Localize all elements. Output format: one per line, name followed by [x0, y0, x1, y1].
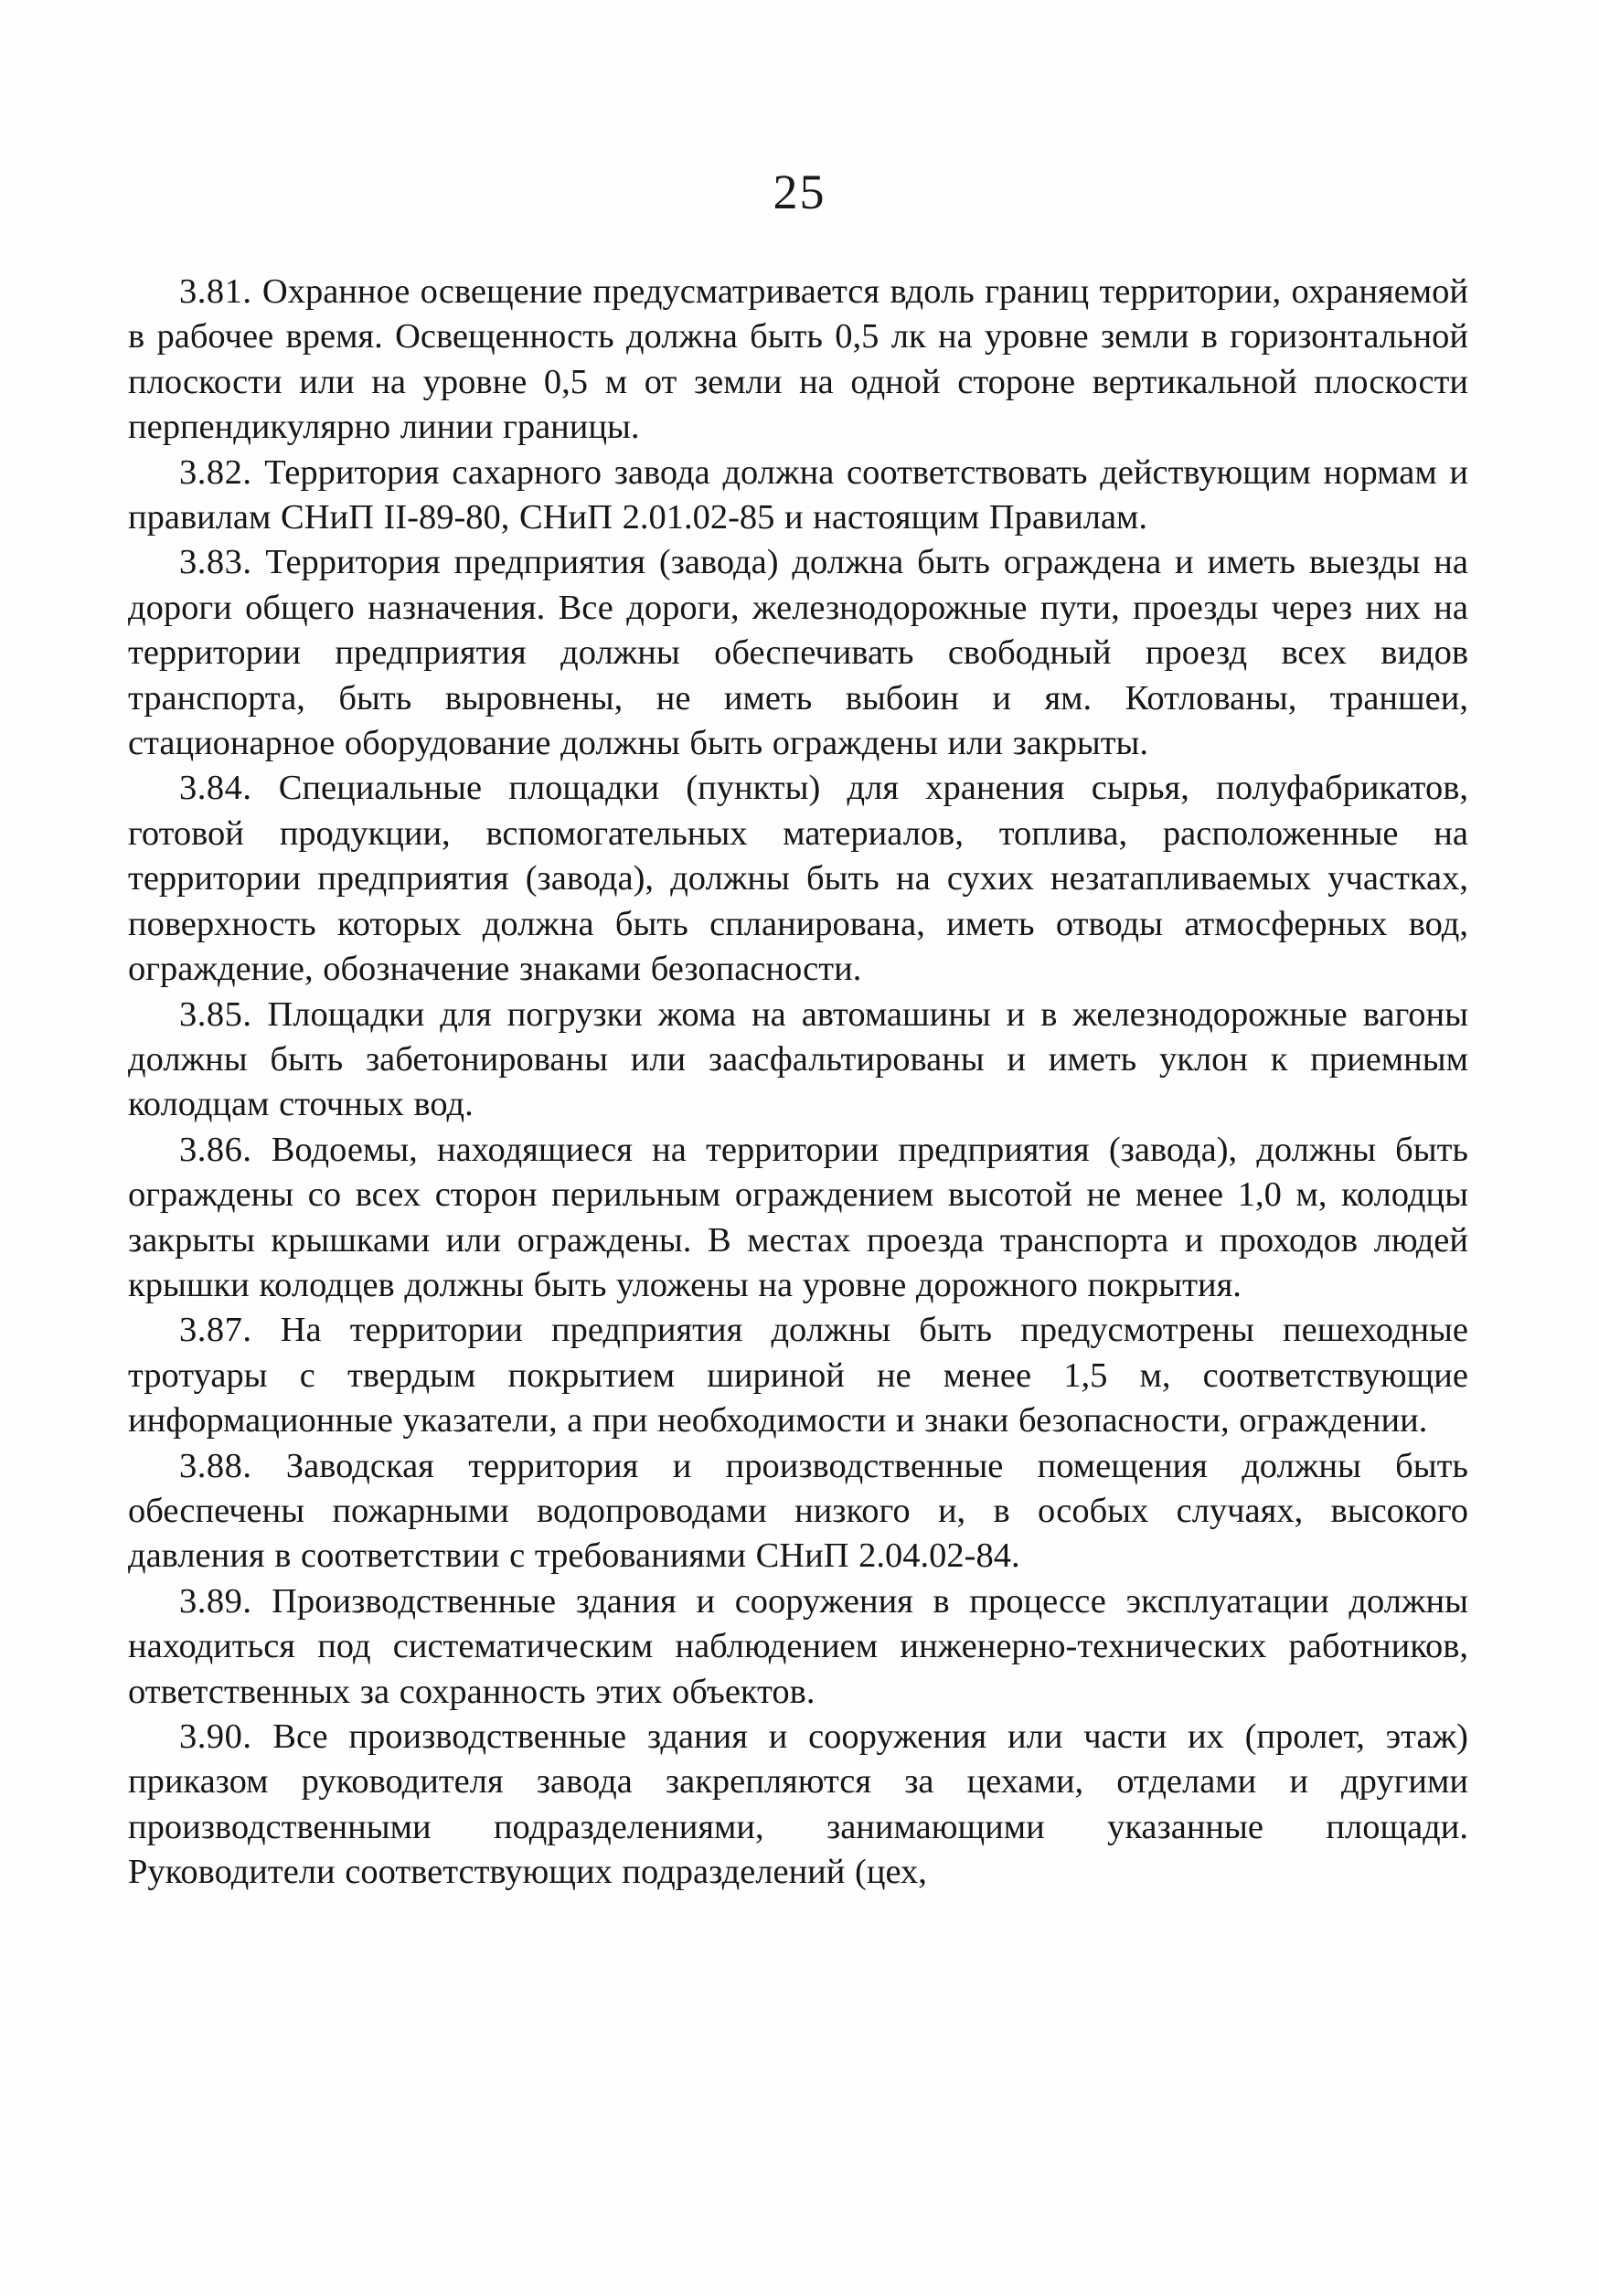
paragraph-3-88: [128, 1444, 1468, 1579]
paragraph-text: Охранное освещение предусматривается вдоль границ территории, охраняемой в рабочее время. Освещенность должна быть 0,5 лк на уровне земли в горизонтальной плоскости или на уровне 0,5 м от земли на одной стороне вертикальной плоскости перпендикулярно линии границы.: [128, 272, 1469, 447]
paragraph-3-84: [128, 766, 1468, 992]
paragraph-text: Водоемы, находящиеся на территории предприятия (завода), должны быть ограждены со всех сторон перильным ограждением высотой не менее 1,0 м, колодцы закрыты крышками или ограждены. В местах проезда транспорта и проходов людей крышки колодцев должны быть уложены на уровне дорожного покрытия.: [128, 1130, 1468, 1304]
paragraph-number: 3.81.: [179, 272, 252, 311]
paragraph-number: 3.82.: [179, 452, 252, 492]
paragraph-text: Заводская территория и производственные помещения должны быть обеспечены пожарными водопроводами низкого и, в особых случаях, высокого давления в соответствии с требованиями СНиП 2.04.02-84.: [128, 1446, 1468, 1576]
document-body: [128, 270, 1468, 1896]
paragraph-number: 3.88.: [179, 1446, 252, 1485]
paragraph-text: Производственные здания и сооружения в процессе эксплуатации должны находиться под систематическим наблюдением инженерно-технических работников, ответственных за сохранность этих объектов.: [128, 1581, 1468, 1711]
paragraph-3-85: [128, 993, 1468, 1128]
paragraph-3-82: [128, 451, 1468, 541]
paragraph-3-89: [128, 1579, 1468, 1715]
paragraph-text: На территории предприятия должны быть предусмотрены пешеходные тротуары с твердым покрытием шириной не менее 1,5 м, соответствующие информационные указатели, а при необходимости и знаки безопасности, ограждении.: [128, 1311, 1469, 1440]
paragraph-text: Территория предприятия (завода) должна быть ограждена и иметь выезды на дороги общего назначения. Все дороги, железнодорожные пути, проезды через них на территории предприятия должны обеспечивать свободный проезд всех видов транспорта, быть выровнены, не иметь выбоин и ям. Котлованы, траншеи, стационарное оборудование должны быть ограждены или закрыты.: [128, 543, 1469, 763]
paragraph-number: 3.84.: [179, 769, 252, 808]
paragraph-text: Площадки для погрузки жома на автомашины и в железнодорожные вагоны должны быть забетонированы или заасфальтированы и иметь уклон к приемным колодцам сточных вод.: [128, 994, 1469, 1124]
paragraph-3-81: [128, 270, 1468, 451]
paragraph-number: 3.83.: [179, 543, 252, 582]
paragraph-number: 3.86.: [179, 1130, 252, 1169]
paragraph-number: 3.90.: [179, 1717, 252, 1756]
paragraph-number: 3.89.: [179, 1581, 252, 1621]
paragraph-text: Все производственные здания и сооружения или части их (пролет, этаж) приказом руководителя завода закрепляются за цехами, отделами и другими производственными подразделениями, занимающими указанные площади. Руководители соответствующих подразделений (цех,: [128, 1717, 1468, 1892]
page-number: 25: [773, 165, 826, 219]
paragraph-3-83: [128, 540, 1468, 766]
paragraph-number: 3.87.: [179, 1311, 252, 1350]
paragraph-3-90: [128, 1715, 1468, 1896]
paragraph-3-87: [128, 1308, 1468, 1443]
paragraph-number: 3.85.: [179, 994, 252, 1034]
paragraph-3-86: [128, 1128, 1468, 1309]
paragraph-text: Специальные площадки (пункты) для хранения сырья, полуфабрикатов, готовой продукции, вспомогательных материалов, топлива, расположенные на территории предприятия (завода), должны быть на сухих незатапливаемых участках, поверхность которых должна быть спланирована, иметь отводы атмосферных вод, ограждение, обозначение знаками безопасности.: [128, 769, 1469, 989]
paragraph-text: Территория сахарного завода должна соответствовать действующим нормам и правилам СНиП II-89-80, СНиП 2.01.02-85 и настоящим Правилам.: [128, 452, 1468, 537]
